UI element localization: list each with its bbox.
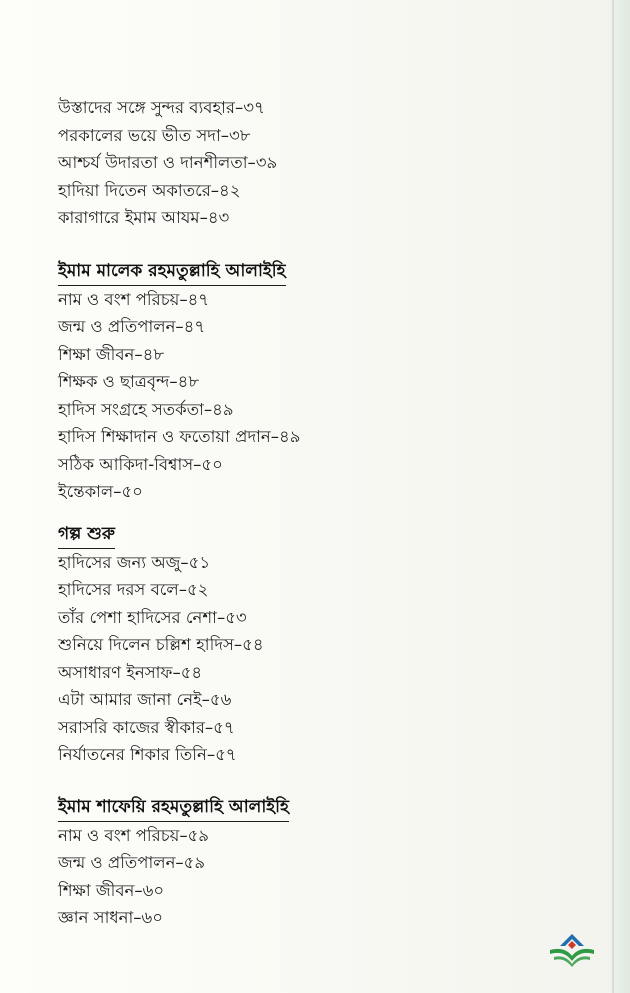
toc-entry: হাদিসের দরস বলে–৫২ [58,580,209,599]
toc-entry: শিক্ষা জীবন–৪৮ [58,344,165,364]
toc-entry: শিক্ষক ও ছাত্রবৃন্দ–৪৮ [58,372,200,391]
toc-entry: হাদিস শিক্ষাদান ও ফতোয়া প্রদান–৪৯ [58,427,301,446]
toc-section-imam-malek [58,257,578,506]
toc-entry: এটা আমার জানা নেই–৫৬ [58,690,232,709]
toc-entry: শুনিয়ে দিলেন চল্লিশ হাদিস–৫৪ [58,635,264,654]
toc-entry: নাম ও বংশ পরিচয়–৫৯ [58,825,210,845]
toc-entry: হাদিস সংগ্রহে সতর্কতা–৪৯ [58,399,234,419]
toc-entry: নাম ও বংশ পরিচয়–৪৭ [58,289,210,309]
toc-entry: শিক্ষা জীবন–৬০ [58,880,165,900]
toc-entry: জন্ম ও প্রতিপালন–৪৭ [58,317,206,336]
toc-entry: জন্ম ও প্রতিপালন–৫৯ [58,853,206,872]
toc-entry: তাঁর পেশা হাদিসের নেশা–৫৩ [58,607,247,627]
publisher-logo-icon [546,932,598,968]
toc-entry: সরাসরি কাজের স্বীকার–৫৭ [58,717,235,737]
section-heading: ইমাম শাফেয়ি রহমতুল্লাহি আলাইহি [58,793,289,822]
section-heading: ইমাম মালেক রহমতুল্লাহি আলাইহি [58,257,286,286]
section-heading: গল্প শুরু [58,520,115,549]
toc-entry: কারাগারে ইমাম আযম–৪৩ [58,208,230,227]
toc-entry: ইন্তেকাল–৫০ [58,482,143,501]
page-edge-strip [614,0,630,993]
toc-entry: হাদিয়া দিতেন অকাতরে–৪২ [58,180,241,200]
toc-entry: আশ্চর্য উদারতা ও দানশীলতা–৩৯ [58,153,278,172]
toc-entry: জ্ঞান সাধনা–৬০ [58,908,163,927]
toc-section-imam-shafei [58,793,578,932]
toc-section-abu-hanifa-continued [58,94,578,232]
toc-entry: সঠিক আকিদা-বিশ্বাস–৫০ [58,454,223,474]
toc-entry: পরকালের ভয়ে ভীত সদা–৩৮ [58,125,251,145]
toc-entry: অসাধারণ ইনসাফ–৫৪ [58,662,203,682]
table-of-contents [58,94,578,957]
toc-entry: নির্যাতনের শিকার তিনি–৫৭ [58,745,237,764]
toc-entry: হাদিসের জন্য অজু–৫১ [58,552,211,572]
toc-entry: উস্তাদের সঙ্গে সুন্দর ব্যবহার–৩৭ [58,98,265,117]
toc-section-stories [58,520,578,769]
